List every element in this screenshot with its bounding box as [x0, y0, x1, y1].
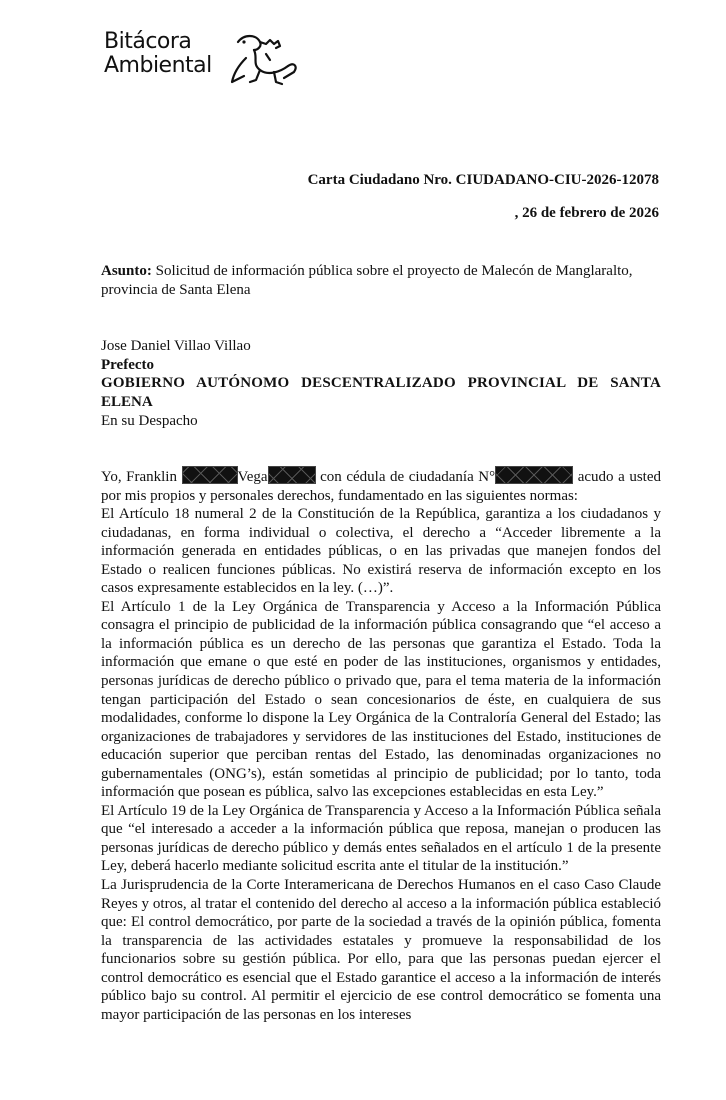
- intro-text-b: Vega: [237, 469, 268, 485]
- logo-wordmark: [104, 30, 212, 78]
- subject-line: [101, 262, 661, 299]
- brand-logo: [104, 30, 304, 90]
- paragraph-jurisprudence: La Jurisprudencia de la Corte Interamericana de Derechos Humanos en el caso Caso Claude Reyes y otros, al tratar el contenido del derecho al acceso a la información pública estableció que: El control democrático, por parte de la sociedad a través de la opinión pública, fomenta la transparencia de las actividades estatales y promueve la responsabilidad de los funcionarios sobre su gestión pública. Por ello, para que las personas puedan ejercer el control democrático es esencial que el Estado garantice el acceso a la información de interés público bajo su control. Al permitir el ejercicio de ese control democrático se fomenta una mayor participación de las personas en los intereses: [101, 877, 661, 1023]
- intro-paragraph: [101, 466, 661, 505]
- addressee-org-line-2: ELENA: [101, 394, 153, 411]
- logo-line-1: Bitácora: [104, 29, 192, 54]
- addressee-block: [101, 337, 661, 431]
- redacted-surname-2: [268, 466, 316, 484]
- intro-text-a: Yo, Franklin: [101, 469, 182, 485]
- paragraph-art-19: El Artículo 19 de la Ley Orgánica de Transparencia y Acceso a la Información Pública señala que “el interesado a acceder a la información pública que reposa, manejan o producen las personas jurídicas de derecho público y demás entes señalados en el artículo 1 de la presente Ley, deberá hacerlo mediante solicitud escrita ante el titular de la institución.”: [101, 802, 661, 875]
- logo-line-2: Ambiental: [104, 53, 212, 78]
- letter-body: [101, 466, 661, 1024]
- addressee-closing: En su Despacho: [101, 412, 198, 429]
- addressee-org-line-1: GOBIERNO AUTÓNOMO DESCENTRALIZADO PROVINCIAL DE SANTA: [101, 375, 661, 392]
- subject-label: Asunto:: [101, 263, 152, 279]
- paragraph-art-1: El Artículo 1 de la Ley Orgánica de Transparencia y Acceso a la Información Pública consagra el principio de publicidad de la información pública consagrando que “el acceso a la información pública es un derecho de las personas que garantiza el Estado. Toda la información que emane o que esté en poder de las instituciones, organismos y entidades, personas jurídicas de derecho público o privado que, para el tema materia de la información tengan participación del Estado o sean concesionarios de éste, en cualquiera de sus modalidades, conforme lo dispone la Ley Orgánica de la Contraloría General del Estado; las organizaciones de trabajadores y servidores de las instituciones del Estado, instituciones de educación superior que perciban rentas del Estado, las denominadas organizaciones no gubernamentales (ONG’s), están sometidas al principio de publicidad; por lo tanto, toda información que posean es pública, salvo las excepciones establecidas en esta Ley.”: [101, 598, 661, 801]
- addressee-name: Jose Daniel Villao Villao: [101, 338, 251, 354]
- addressee-title: Prefecto: [101, 356, 155, 373]
- letter-reference: Carta Ciudadano Nro. CIUDADANO-CIU-2026-12078: [307, 172, 659, 188]
- iguana-icon: [230, 32, 300, 88]
- intro-text-d: acudo a usted por mis propios y personales derechos, fundamentado en las siguientes normas:: [101, 469, 661, 504]
- intro-text-c: con cédula de ciudadanía N°: [315, 469, 496, 485]
- subject-text: Solicitud de información pública sobre el proyecto de Malecón de Manglaralto, provincia de Santa Elena: [101, 263, 633, 298]
- redacted-surname: [182, 466, 238, 484]
- letter-date: , 26 de febrero de 2026: [514, 205, 659, 221]
- paragraph-art-18: El Artículo 18 numeral 2 de la Constitución de la República, garantiza a los ciudadanos y ciudadanas, en forma individual o colectiva, el derecho a “Acceder libremente a la información generada en entidades públicas, o en las privadas que manejen fondos del Estado o realicen funciones públicas. No existirá reserva de información excepto en los casos expresamente establecidos en la ley. (…)”.: [101, 506, 661, 597]
- redacted-id-number: [495, 466, 573, 484]
